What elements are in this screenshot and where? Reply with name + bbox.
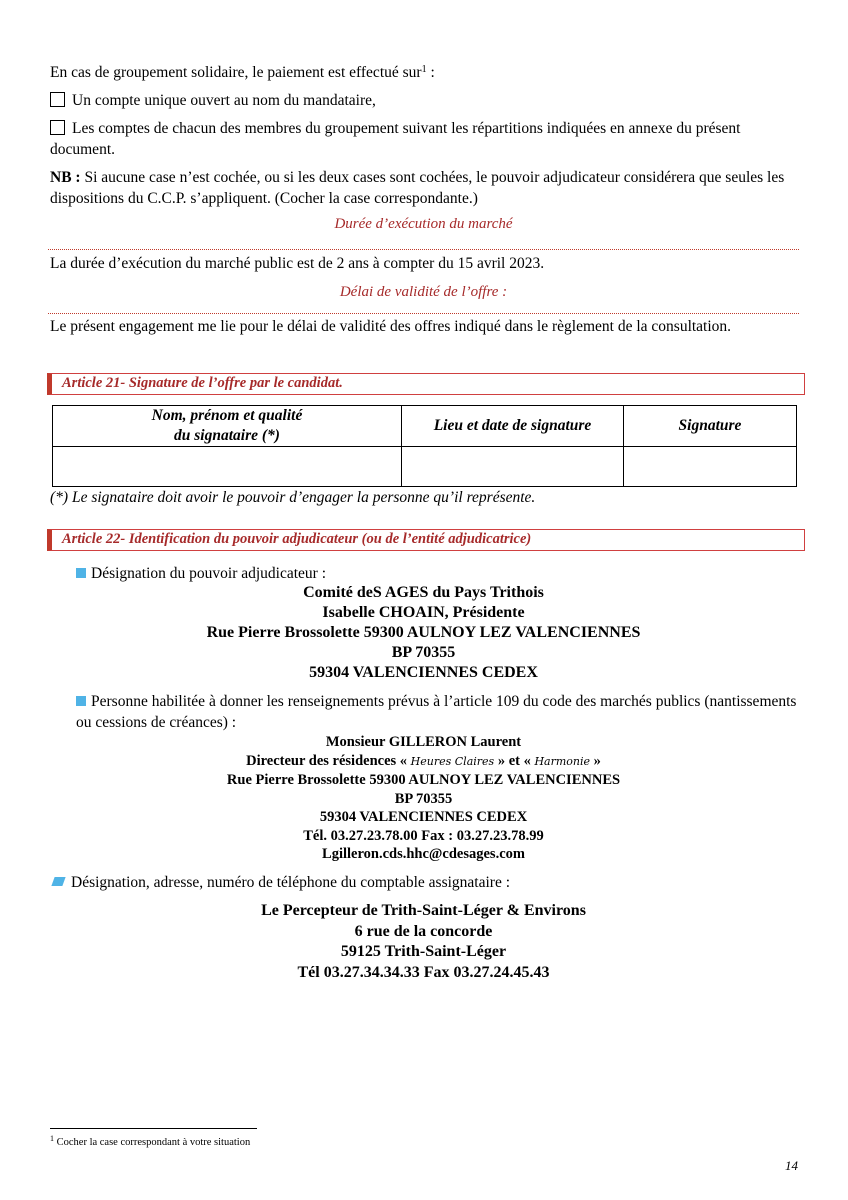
- nb-label: NB :: [50, 169, 81, 186]
- parallelogram-bullet-icon: [51, 877, 65, 886]
- designation-line: 59304 VALENCIENNES CEDEX: [309, 664, 538, 681]
- designation-line: Isabelle CHOAIN, Présidente: [322, 604, 525, 621]
- comptable-line: Tél 03.27.34.34.33 Fax 03.27.24.45.43: [297, 963, 550, 981]
- cell-place-date[interactable]: [402, 447, 624, 487]
- footnote-ref: 1: [421, 64, 427, 75]
- comptable-label-row: Désignation, adresse, numéro de téléphone du comptable assignataire :: [53, 872, 797, 893]
- duree-title: Durée d’exécution du marché: [334, 216, 513, 232]
- square-bullet-icon: [76, 568, 86, 578]
- comptable-line: 6 rue de la concorde: [354, 922, 493, 940]
- option-member-accounts: [50, 118, 797, 160]
- page-number: 14: [785, 1158, 798, 1173]
- header-signature: Signature: [624, 406, 797, 447]
- contact-line: Tél. 03.27.23.78.00 Fax : 03.27.23.78.99: [303, 827, 544, 844]
- payment-intro: En cas de groupement solidaire, le paiement est effectué sur$^1$ :: [50, 64, 435, 81]
- designation-line: Comité deS AGES du Pays Trithois: [303, 584, 544, 601]
- personne-block: [50, 733, 797, 864]
- article-22-header: Article 22- Identification du pouvoir adjudicateur (ou de l’entité adjudicatrice): [47, 529, 805, 551]
- contact-title: Directeur des résidences « Heures Claires » et « Harmonie »: [246, 752, 601, 769]
- header-place-date: Lieu et date de signature: [402, 406, 624, 447]
- option-label: Les comptes de chacun des membres du groupement suivant les répartitions indiquées en annexe du présent document.: [50, 120, 741, 158]
- footnote-divider: [50, 1128, 257, 1129]
- header-signatory: Nom, prénom et qualité du signataire (*): [53, 406, 402, 447]
- comptable-line: 59125 Trith-Saint-Léger: [340, 943, 507, 960]
- divider: [48, 249, 799, 250]
- signature-table: [52, 405, 797, 487]
- signatory-note: (*) Le signataire doit avoir le pouvoir d’engager la personne qu’il représente.: [50, 489, 536, 506]
- designation-line: Rue Pierre Brossolette 59300 AULNOY LEZ VALENCIENNES: [206, 624, 641, 641]
- comptable-block: [50, 901, 797, 983]
- designation-line: BP 70355: [391, 644, 456, 661]
- checkbox-member-accounts[interactable]: [50, 120, 65, 135]
- cell-signatory[interactable]: [53, 447, 402, 487]
- footnote: $^1$ Cocher la case correspondant à votre situation: [50, 1134, 251, 1148]
- nb-text: Si aucune case n’est cochée, ou si les deux cases sont cochées, le pouvoir adjudicateur considérera que seules les dispositions du C.C.P. s’appliquent. (Cocher la case correspondante.): [50, 169, 785, 207]
- designation-label-row: Désignation du pouvoir adjudicateur :: [76, 563, 797, 584]
- delai-title: Délai de validité de l’offre :: [339, 284, 508, 300]
- nb-note: [50, 167, 797, 209]
- cell-signature[interactable]: [624, 447, 797, 487]
- square-bullet-icon: [76, 696, 86, 706]
- personne-label-row: Personne habilitée à donner les renseignements prévus à l’article 109 du code des marchés publics (nantissements ou cessions de créances) :: [76, 693, 797, 731]
- comptable-line: Le Percepteur de Trith-Saint-Léger & Environs: [261, 902, 586, 919]
- delai-text: Le présent engagement me lie pour le délai de validité des offres indiqué dans le règlement de la consultation.: [50, 318, 732, 335]
- option-label: Un compte unique ouvert au nom du mandataire,: [72, 92, 376, 109]
- contact-line: 59304 VALENCIENNES CEDEX: [319, 809, 528, 825]
- article-21-header: Article 21- Signature de l’offre par le candidat.: [47, 373, 805, 395]
- option-single-account: [50, 90, 797, 111]
- designation-block: [50, 583, 797, 683]
- checkbox-single-account[interactable]: [50, 92, 65, 107]
- duree-text: La durée d’exécution du marché public est de 2 ans à compter du 15 avril 2023.: [50, 255, 545, 272]
- contact-line: BP 70355: [394, 790, 453, 807]
- contact-line: Rue Pierre Brossolette 59300 AULNOY LEZ VALENCIENNES: [226, 772, 621, 788]
- divider: [48, 313, 799, 314]
- contact-email: Lgilleron.cds.hhc@cdesages.com: [322, 846, 525, 862]
- contact-name: Monsieur GILLERON Laurent: [325, 734, 522, 750]
